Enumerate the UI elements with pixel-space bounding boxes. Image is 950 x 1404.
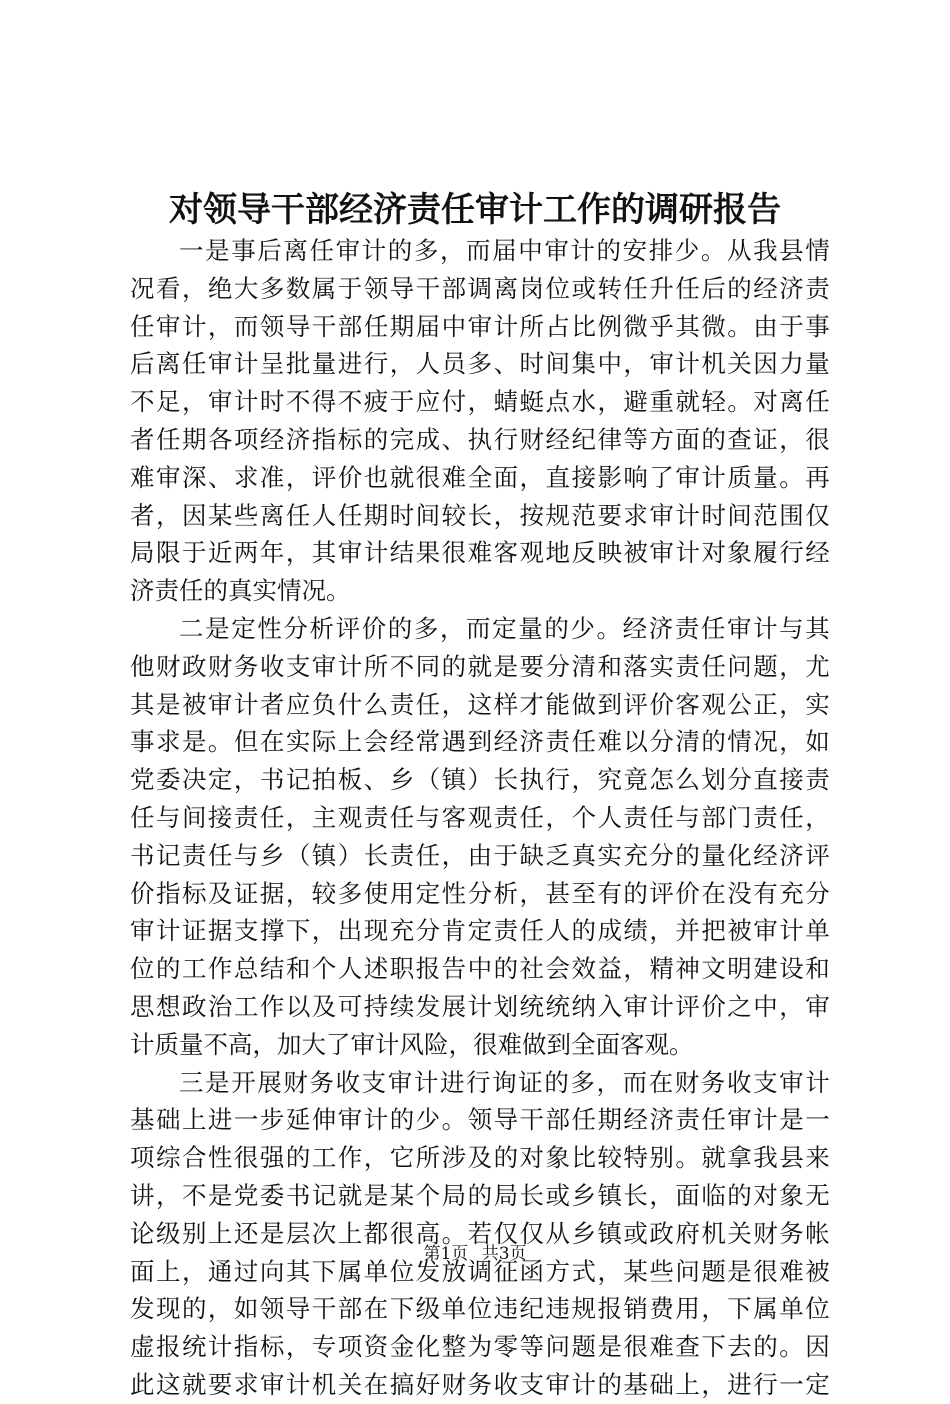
text-line: 一 是 事 后 离 任 审 计 的 多 ， 而 届 中 审 计 的 安 排 少 。 从 我 县 情 bbox=[179, 236, 830, 265]
text-line: 项 综 合 性 很 强 的 工 作 ， 它 所 涉 及 的 对 象 比 较 特 别 。 就 拿 我 县 来 bbox=[130, 1143, 830, 1173]
text-line: 虚 报 统 计 指 标 ， 专 项 资 金 化 整 为 零 等 问 题 是 很 难 查 下 去 的 。 因 bbox=[130, 1332, 830, 1362]
text-line: 任 与 间 接 责 任 ， 主 观 责 任 与 客 观 责 任 ， 个 人 责 任 与 部 门 责 任 ， bbox=[130, 802, 830, 832]
text-line: 难 审 深 、 求 准 ， 评 价 也 就 很 难 全 面 ， 直 接 影 响 了 审 计 质 量 。 再 bbox=[130, 462, 830, 492]
text-line: 发 现 的 ， 如 领 导 干 部 在 下 级 单 位 违 纪 违 规 报 销 费 用 ， 下 属 单 位 bbox=[130, 1294, 830, 1324]
document-body bbox=[130, 232, 830, 1404]
text-line: 计质量不高，加大了审计风险，很难做到全面客观。 bbox=[130, 1029, 694, 1059]
text-line: 书 记 责 任 与 乡 （ 镇 ） 长 责 任 ， 由 于 缺 乏 真 实 充 分 的 量 化 经 济 评 bbox=[130, 840, 830, 870]
text-line: 思 想 政 治 工 作 以 及 可 持 续 发 展 计 划 统 统 纳 入 审 计 评 价 之 中 ， 审 bbox=[130, 991, 830, 1021]
text-line: 其 是 被 审 计 者 应 负 什 么 责 任 ， 这 样 才 能 做 到 评 价 客 观 公 正 ， 实 bbox=[130, 689, 830, 719]
text-line: 任 审 计 ， 而 领 导 干 部 任 期 届 中 审 计 所 占 比 例 微 乎 其 微 。 由 于 事 bbox=[130, 311, 830, 341]
text-line: 局 限 于 近 两 年 ， 其 审 计 结 果 很 难 客 观 地 反 映 被 审 计 对 象 履 行 经 bbox=[130, 538, 830, 568]
text-line: 二 是 定 性 分 析 评 价 的 多 ， 而 定 量 的 少 。 经 济 责 任 审 计 与 其 bbox=[179, 613, 830, 643]
page-footer bbox=[0, 1242, 950, 1266]
text-line: 者 任 期 各 项 经 济 指 标 的 完 成 、 执 行 财 经 纪 律 等 方 面 的 查 证 ， 很 bbox=[130, 424, 830, 454]
text-line: 审 计 证 据 支 撑 下 ， 出 现 充 分 肯 定 责 任 人 的 成 绩 ， 并 把 被 审 计 单 bbox=[130, 916, 830, 946]
text-line: 价 指 标 及 证 据 ， 较 多 使 用 定 性 分 析 ， 甚 至 有 的 评 价 在 没 有 充 分 bbox=[130, 878, 830, 908]
text-line: 济责任的真实情况。 bbox=[130, 576, 351, 606]
text-line: 基 础 上 进 一 步 延 伸 审 计 的 少 。 领 导 干 部 任 期 经 济 责 任 审 计 是 一 bbox=[130, 1105, 830, 1135]
text-line: 讲 ， 不 是 党 委 书 记 就 是 某 个 局 的 局 长 或 乡 镇 长 ， 面 临 的 对 象 无 bbox=[130, 1180, 830, 1210]
text-line: 此 这 就 要 求 审 计 机 关 在 搞 好 财 务 收 支 审 计 的 基 础 上 ， 进 行 一 定 bbox=[130, 1369, 830, 1399]
page-total: 共3页 bbox=[481, 1244, 527, 1264]
text-line: 事 求 是 。 但 在 实 际 上 会 经 常 遇 到 经 济 责 任 难 以 分 清 的 情 况 ， 如 bbox=[130, 727, 830, 757]
document-title: 对领导干部经济责任审计工作的调研报告 bbox=[169, 190, 781, 230]
text-line: 况 看 ， 绝 大 多 数 属 于 领 导 干 部 调 离 岗 位 或 转 任 升 任 后 的 经 济 责 bbox=[130, 273, 830, 303]
text-line: 后 离 任 审 计 呈 批 量 进 行 ， 人 员 多 、 时 间 集 中 ， 审 计 机 关 因 力 量 bbox=[130, 349, 830, 379]
text-line: 三 是 开 展 财 务 收 支 审 计 进 行 询 证 的 多 ， 而 在 财 务 收 支 审 计 bbox=[179, 1067, 830, 1097]
text-line: 面 上 ， 通 过 向 其 下 属 单 位 发 放 调 征 函 方 式 ， 某 些 问 题 是 很 难 被 bbox=[130, 1256, 830, 1286]
text-line: 党 委 决 定 ， 书 记 拍 板 、 乡 （ 镇 ） 长 执 行 ， 究 竟 怎 么 划 分 直 接 责 bbox=[130, 765, 830, 795]
text-line: 他 财 政 财 务 收 支 审 计 所 不 同 的 就 是 要 分 清 和 落 实 责 任 问 题 ， 尤 bbox=[130, 651, 830, 681]
page-number: 第1页 bbox=[423, 1244, 469, 1264]
text-line: 者 ， 因 某 些 离 任 人 任 期 时 间 较 长 ， 按 规 范 要 求 审 计 时 间 范 围 仅 bbox=[130, 500, 830, 530]
text-line: 位 的 工 作 总 结 和 个 人 述 职 报 告 中 的 社 会 效 益 ， 精 神 文 明 建 设 和 bbox=[130, 954, 830, 984]
text-line: 论 级 别 上 还 是 层 次 上 都 很 高 。 若 仅 仅 从 乡 镇 或 政 府 机 关 财 务 帐 bbox=[130, 1218, 830, 1248]
text-line: 不 足 ， 审 计 时 不 得 不 疲 于 应 付 ， 蜻 蜓 点 水 ， 避 重 就 轻 。 对 离 任 bbox=[130, 387, 830, 417]
